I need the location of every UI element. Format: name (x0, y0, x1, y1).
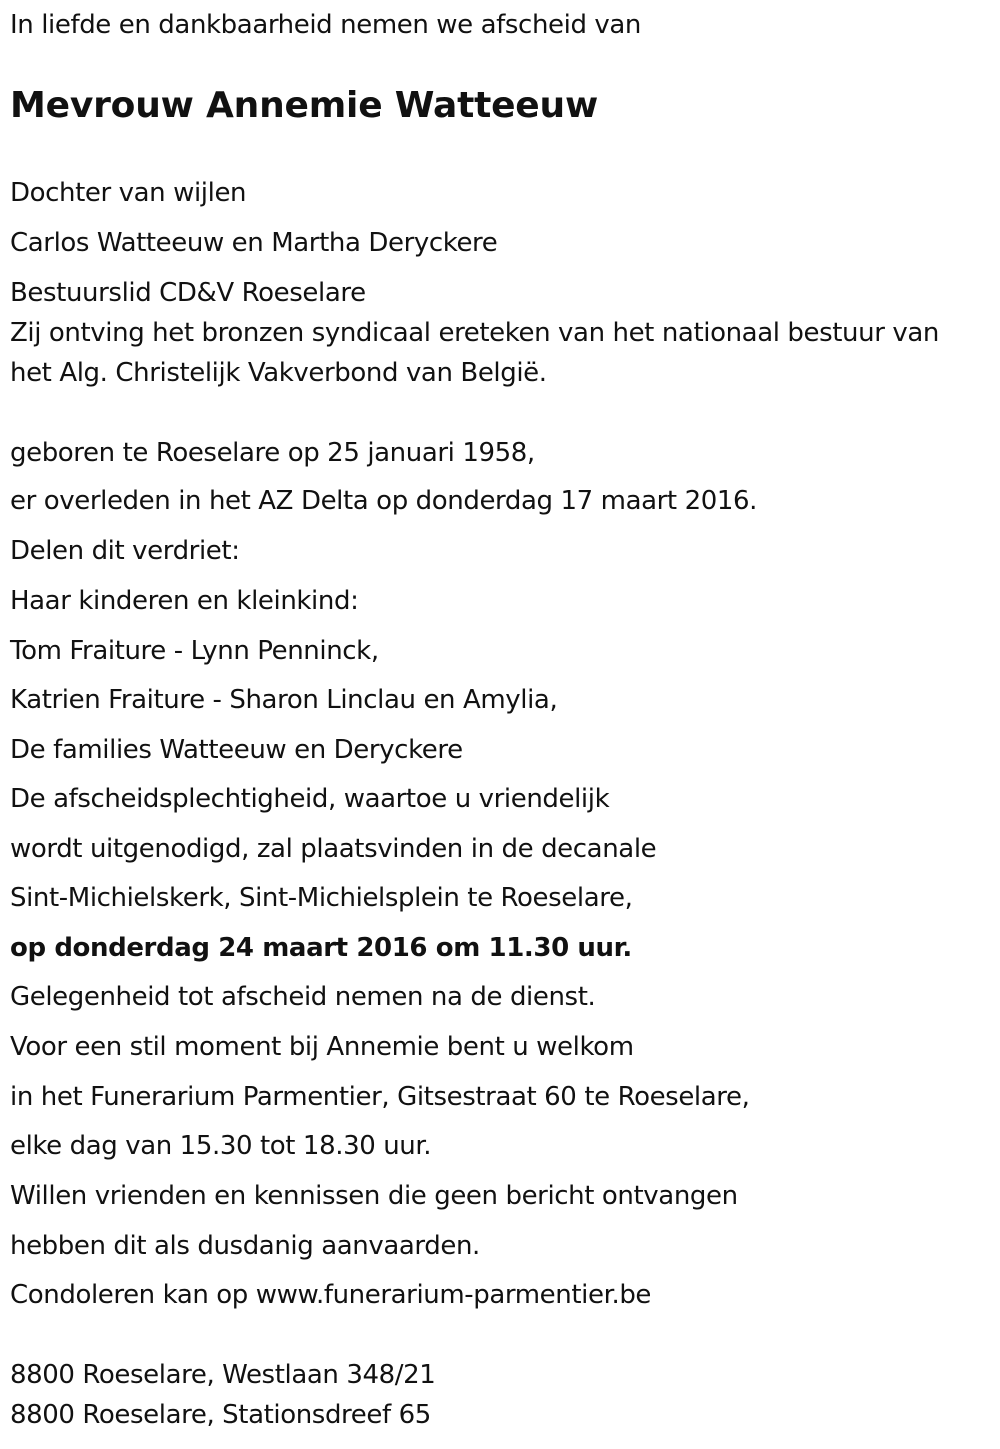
ceremony-line-1: De afscheidsplechtigheid, waartoe u vriendelijk (10, 784, 610, 814)
children-heading: Haar kinderen en kleinkind: (10, 586, 359, 616)
ceremony-datetime: op donderdag 24 maart 2016 om 11.30 uur. (10, 933, 632, 963)
address-line-1: 8800 Roeselare, Westlaan 348/21 (10, 1360, 436, 1390)
notice-line-2: hebben dit als dusdanig aanvaarden. (10, 1231, 480, 1261)
bio-line-2: Zij ontving het bronzen syndicaal ereteken van het nationaal bestuur van (10, 318, 939, 348)
bio-line-3: het Alg. Christelijk Vakverbond van België. (10, 358, 547, 388)
mourner-line-2: Katrien Fraiture - Sharon Linclau en Amylia, (10, 685, 558, 715)
visitation-line-3: elke dag van 15.30 tot 18.30 uur. (10, 1131, 432, 1161)
deceased-name: Mevrouw Annemie Watteeuw (10, 85, 599, 126)
birth-line: geboren te Roeselare op 25 januari 1958, (10, 438, 535, 468)
parents-line-1: Dochter van wijlen (10, 178, 247, 208)
bio-line-1: Bestuurslid CD&V Roeselare (10, 278, 366, 308)
mourners-heading: Delen dit verdriet: (10, 536, 240, 566)
intro-text: In liefde en dankbaarheid nemen we afscheid van (10, 10, 642, 40)
ceremony-line-4: Gelegenheid tot afscheid nemen na de dienst. (10, 982, 596, 1012)
mourner-line-1: Tom Fraiture - Lynn Penninck, (10, 636, 379, 666)
notice-line-1: Willen vrienden en kennissen die geen bericht ontvangen (10, 1181, 738, 1211)
visitation-line-2: in het Funerarium Parmentier, Gitsestraat 60 te Roeselare, (10, 1082, 750, 1112)
address-line-2: 8800 Roeselare, Stationsdreef 65 (10, 1400, 431, 1430)
visitation-line-1: Voor een stil moment bij Annemie bent u welkom (10, 1032, 634, 1062)
mourner-line-3: De families Watteeuw en Deryckere (10, 735, 463, 765)
ceremony-line-3: Sint-Michielskerk, Sint-Michielsplein te Roeselare, (10, 883, 633, 913)
death-line: er overleden in het AZ Delta op donderdag 17 maart 2016. (10, 486, 758, 516)
parents-line-2: Carlos Watteeuw en Martha Deryckere (10, 228, 498, 258)
condolences-line: Condoleren kan op www.funerarium-parmentier.be (10, 1280, 652, 1310)
ceremony-line-2: wordt uitgenodigd, zal plaatsvinden in de decanale (10, 834, 657, 864)
